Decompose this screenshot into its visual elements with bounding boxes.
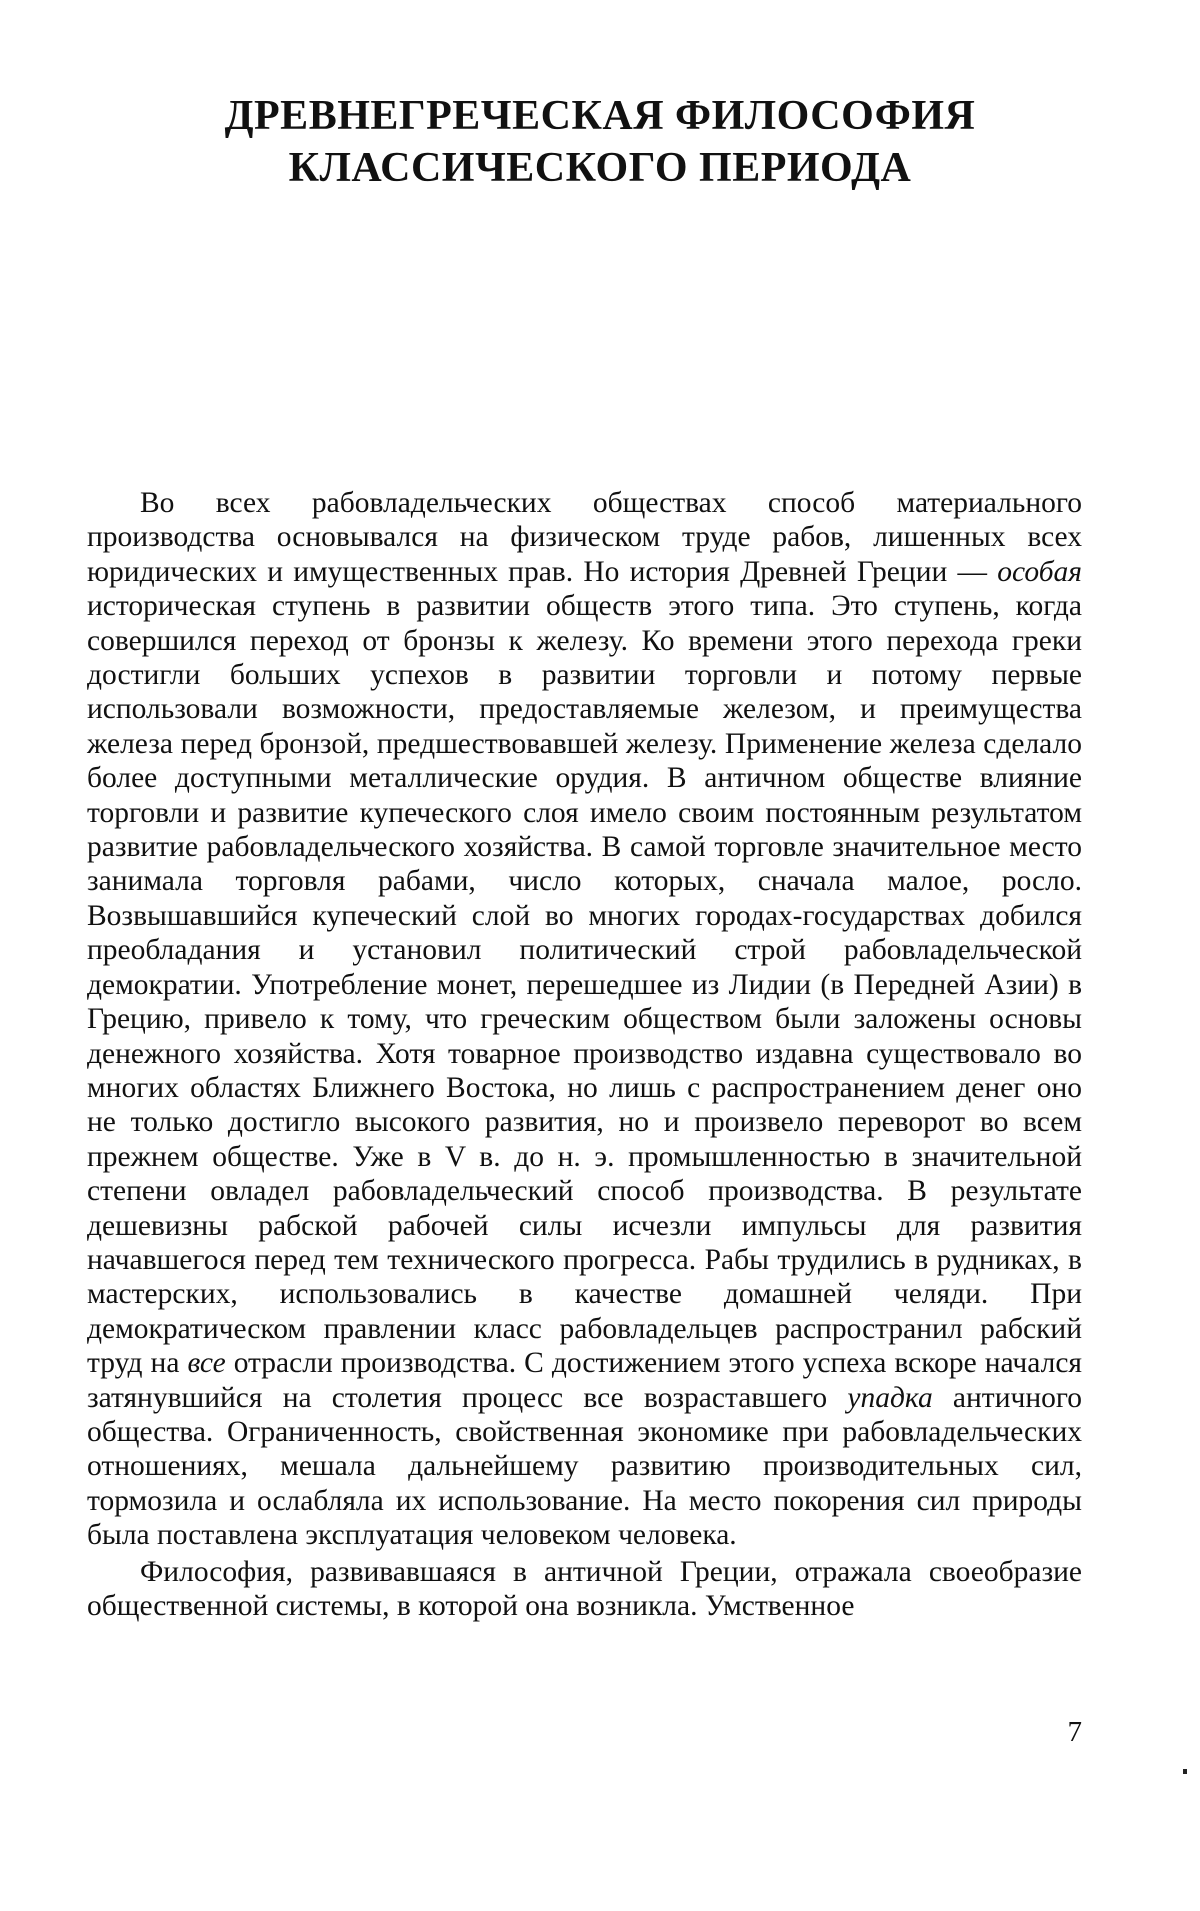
chapter-title-line-1: ДРЕВНЕГРЕЧЕСКАЯ ФИЛОСОФИЯ [224,93,976,139]
paragraph-2-text: Философия, развивавшаяся в античной Греции, отражала своеобразие общественной системы, в которой она возникла. Умственное [87,1555,1082,1622]
chapter-title [0,90,1200,194]
paragraph-1 [87,486,1082,1553]
emphasis-vse: все [187,1347,226,1380]
paragraph-2 [87,1555,1082,1624]
body-text [87,486,1082,1623]
chapter-title-line-2: КЛАССИЧЕСКОГО ПЕРИОДА [288,145,912,191]
paragraph-1-text-a: Во всех рабовладельческих обществах способ материального производства основывался на физическом труде рабов, лишенных всех юридических и имущественных прав. Но история Древней Греции — [87,487,1082,588]
paragraph-1-text-b: историческая ступень в развитии обществ этого типа. Это ступень, когда совершился переход от бронзы к железу. Ко времени этого перехода греки достигли больших успехов в развитии торговли и потому первые использовали возможности, предоставляемые железом, и преимущества железа перед бронзой, предшествовавшей железу. Применение железа сделало более доступными металлические орудия. В античном обществе влияние торговли и развитие купеческого слоя имело своим постоянным результатом развитие рабовладельческого хозяйства. В самой торговле значительное место занимала торговля рабами, число которых, сначала малое, росло. Возвышавшийся купеческий слой во многих городах-государствах добился преобладания и установил политический строй рабовладельческой демократии. Употребление монет, перешедшее из Лидии (в Передней Азии) в Грецию, привело к тому, что греческим обществом были заложены основы денежного хозяйства. Хотя товарное производство издавна существовало во многих областях Ближнего Востока, но лишь с распространением денег оно не только достигло высокого развития, но и произвело переворот во всем прежнем обществе. Уже в V в. до н. э. промышленностью в значительной степени овладел рабовладельческий способ производства. В результате дешевизны рабской рабочей силы исчезли импульсы для развития начавшегося перед тем технического прогресса. Рабы трудились в рудниках, в мастерских, использовались в качестве домашней челяди. При демократическом правлении класс рабовладельцев распространил рабский труд на [87,590,1082,1380]
scan-speck [1183,1769,1187,1774]
emphasis-osobaya: особая [997,555,1082,588]
paragraph-1-text-d: античного общества. Ограниченность, свойственная экономике при рабовладельческих отношениях, мешала дальнейшему развитию производительных сил, тормозила и ослабляла их использование. На место покорения сил природы была поставлена эксплуатация человеком человека. [87,1381,1082,1552]
paragraph-1-text-c: отрасли производства. С достижением этого успеха вскоре начался затянувшийся на столетия процесс все возраставшего [87,1347,1082,1414]
emphasis-upadka: упадка [847,1381,933,1414]
page-number: 7 [1067,1716,1082,1748]
